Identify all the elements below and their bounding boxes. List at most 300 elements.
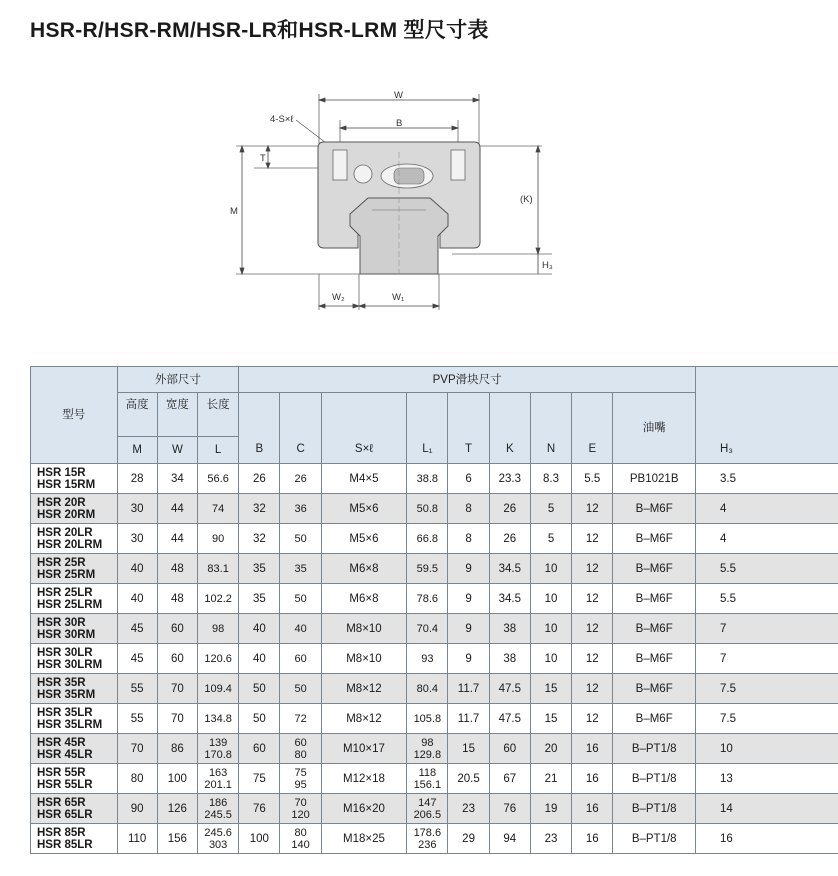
cell-line: 40 <box>294 622 307 635</box>
label-w2: W₂ <box>332 292 345 303</box>
cell-l1 <box>407 794 448 824</box>
cell-oil: B–PT1/8 <box>613 764 696 794</box>
cell-t: 9 <box>448 584 489 614</box>
header-w: W <box>157 437 197 464</box>
table-row <box>31 734 838 764</box>
cell-m: 45 <box>117 644 157 674</box>
cell-s: M8×12 <box>321 674 407 704</box>
cell-t: 15 <box>448 734 489 764</box>
cell-s: M8×10 <box>321 614 407 644</box>
cell-h3: 5.5 <box>696 584 838 614</box>
cell-e: 12 <box>572 644 613 674</box>
cell-line: 70.4 <box>416 622 439 635</box>
cell-k: 26 <box>489 524 530 554</box>
header-width: 宽度 <box>157 393 197 437</box>
header-model: 型号 <box>31 367 118 464</box>
cell-l <box>197 524 238 554</box>
cell-line: HSR 25LRM <box>37 598 103 611</box>
cell-line: 50 <box>294 532 307 545</box>
cell-w: 86 <box>157 734 197 764</box>
cell-k: 38 <box>489 614 530 644</box>
cell-m: 40 <box>117 584 157 614</box>
header-t: T <box>448 393 489 464</box>
cell-line: 163 <box>208 766 228 779</box>
cell-line: 75 <box>294 766 307 779</box>
cell-l <box>197 494 238 524</box>
cell-c <box>280 554 321 584</box>
cell-model <box>31 794 118 824</box>
header-b: B <box>239 393 280 464</box>
cell-line: 50.8 <box>416 502 439 515</box>
cell-oil: B–M6F <box>613 704 696 734</box>
cell-c <box>280 704 321 734</box>
label-t: T <box>260 153 266 164</box>
cell-b: 100 <box>239 824 280 854</box>
cell-h3: 4 <box>696 494 838 524</box>
cell-t: 9 <box>448 614 489 644</box>
cell-line: 118 <box>418 766 437 779</box>
cell-c <box>280 494 321 524</box>
cell-model <box>31 464 118 494</box>
cell-line: HSR 45R <box>37 736 86 749</box>
cell-line: HSR 15RM <box>37 478 96 491</box>
cell-line: 35 <box>294 562 307 575</box>
cell-line: HSR 15R <box>37 466 86 479</box>
cell-c <box>280 584 321 614</box>
cell-n: 20 <box>530 734 571 764</box>
cell-h3: 4 <box>696 524 838 554</box>
cell-s: M8×12 <box>321 704 407 734</box>
cell-e: 16 <box>572 734 613 764</box>
cell-n: 23 <box>530 824 571 854</box>
cell-l1 <box>407 524 448 554</box>
cell-m: 40 <box>117 554 157 584</box>
cell-t: 20.5 <box>448 764 489 794</box>
cell-model <box>31 554 118 584</box>
cell-line: 26 <box>294 472 307 485</box>
table-row <box>31 674 838 704</box>
cell-c <box>280 464 321 494</box>
cell-h3: 16 <box>696 824 838 854</box>
cell-t: 8 <box>448 494 489 524</box>
cell-line: 147 <box>418 796 437 809</box>
cell-model <box>31 584 118 614</box>
cell-oil: B–PT1/8 <box>613 734 696 764</box>
cell-s: M5×6 <box>321 524 407 554</box>
cell-n: 10 <box>530 554 571 584</box>
cell-oil: B–M6F <box>613 524 696 554</box>
cell-l1 <box>407 674 448 704</box>
cell-line: 98 <box>211 622 225 635</box>
cell-line: 72 <box>294 712 307 725</box>
cell-oil: B–M6F <box>613 614 696 644</box>
cell-b: 40 <box>239 644 280 674</box>
cell-model <box>31 524 118 554</box>
cell-b: 75 <box>239 764 280 794</box>
cell-w: 44 <box>157 494 197 524</box>
cell-n: 8.3 <box>530 464 571 494</box>
cell-b: 35 <box>239 584 280 614</box>
cell-e: 16 <box>572 824 613 854</box>
cell-s: M5×6 <box>321 494 407 524</box>
page-title: HSR-R/HSR-RM/HSR-LR和HSR-LRM 型尺寸表 <box>30 19 489 42</box>
cell-e: 16 <box>572 764 613 794</box>
cell-t: 9 <box>448 644 489 674</box>
table-row <box>31 824 838 854</box>
table-row <box>31 464 838 494</box>
cell-line: 236 <box>418 838 437 851</box>
cell-l <box>197 644 238 674</box>
cell-b: 35 <box>239 554 280 584</box>
cell-l <box>197 734 238 764</box>
cell-k: 76 <box>489 794 530 824</box>
cell-l <box>197 794 238 824</box>
cell-l1 <box>407 704 448 734</box>
cell-s: M12×18 <box>321 764 407 794</box>
block-cross-section-drawing <box>212 84 572 314</box>
cell-k: 23.3 <box>489 464 530 494</box>
header-n: N <box>530 393 571 464</box>
cell-line: HSR 55LR <box>37 778 93 791</box>
cell-oil: B–M6F <box>613 644 696 674</box>
cell-m: 55 <box>117 704 157 734</box>
dimension-table <box>30 366 838 854</box>
table-row <box>31 614 838 644</box>
cell-w: 48 <box>157 554 197 584</box>
header-height: 高度 <box>117 393 157 437</box>
cell-s: M10×17 <box>321 734 407 764</box>
cell-line: 80.4 <box>416 682 439 695</box>
cell-e: 16 <box>572 794 613 824</box>
cell-model <box>31 704 118 734</box>
cell-oil: B–PT1/8 <box>613 794 696 824</box>
cell-model <box>31 764 118 794</box>
cell-line: 36 <box>294 502 307 515</box>
cell-e: 12 <box>572 614 613 644</box>
cell-h3: 7.5 <box>696 674 838 704</box>
cell-l1 <box>407 494 448 524</box>
cell-k: 34.5 <box>489 584 530 614</box>
cell-h3: 7 <box>696 614 838 644</box>
cell-e: 12 <box>572 584 613 614</box>
cell-l1 <box>407 644 448 674</box>
cell-l1 <box>407 824 448 854</box>
cell-w: 60 <box>157 644 197 674</box>
cell-w: 60 <box>157 614 197 644</box>
table-row <box>31 704 838 734</box>
cell-line: 140 <box>291 838 310 851</box>
cell-line: 80 <box>294 748 307 761</box>
cell-m: 28 <box>117 464 157 494</box>
cell-m: 80 <box>117 764 157 794</box>
cell-c <box>280 674 321 704</box>
cell-c <box>280 524 321 554</box>
cell-line: HSR 30LRM <box>37 658 103 671</box>
cell-line: 120 <box>291 808 310 821</box>
cell-line: 98 <box>421 736 434 749</box>
cell-line: 95 <box>294 778 307 791</box>
cell-h3: 5.5 <box>696 554 838 584</box>
cell-c <box>280 644 321 674</box>
cell-k: 47.5 <box>489 704 530 734</box>
cell-l <box>197 614 238 644</box>
header-k: K <box>489 393 530 464</box>
cell-oil: B–M6F <box>613 674 696 704</box>
cell-l <box>197 764 238 794</box>
cell-t: 23 <box>448 794 489 824</box>
cell-line: 50 <box>294 682 307 695</box>
cell-m: 45 <box>117 614 157 644</box>
cell-k: 38 <box>489 644 530 674</box>
cell-line: 178.6 <box>413 826 442 839</box>
cell-line: 109.4 <box>204 682 232 695</box>
cell-n: 19 <box>530 794 571 824</box>
cell-line: 206.5 <box>413 808 442 821</box>
header-outer-dimensions: 外部尺寸 <box>117 367 239 393</box>
cell-l <box>197 464 238 494</box>
cell-line: 201.1 <box>204 778 232 791</box>
header-l: L <box>197 437 238 464</box>
cell-line: 56.6 <box>207 472 229 485</box>
cell-l <box>197 674 238 704</box>
cell-c <box>280 794 321 824</box>
header-s: S×ℓ <box>321 393 407 464</box>
cell-line: 83.1 <box>207 562 229 575</box>
label-w1: W₁ <box>392 292 405 303</box>
cell-line: HSR 25RM <box>37 568 96 581</box>
header-h3: H₃ <box>696 367 838 464</box>
cell-oil: B–PT1/8 <box>613 824 696 854</box>
header-l1: L₁ <box>407 393 448 464</box>
cell-k: 47.5 <box>489 674 530 704</box>
cell-line: 303 <box>208 838 228 851</box>
cell-m: 110 <box>117 824 157 854</box>
cell-n: 15 <box>530 674 571 704</box>
cell-line: HSR 20LRM <box>37 538 103 551</box>
cell-t: 6 <box>448 464 489 494</box>
cell-s: M16×20 <box>321 794 407 824</box>
cell-b: 50 <box>239 704 280 734</box>
cell-line: 105.8 <box>413 712 442 725</box>
header-e: E <box>572 393 613 464</box>
cell-line: 245.6 <box>204 826 232 839</box>
cell-line: 60 <box>294 652 307 665</box>
cell-line: 129.8 <box>413 748 442 761</box>
table-row <box>31 494 838 524</box>
cell-e: 12 <box>572 554 613 584</box>
cell-line: HSR 85R <box>37 826 86 839</box>
cell-h3: 7.5 <box>696 704 838 734</box>
cell-c <box>280 824 321 854</box>
cell-model <box>31 644 118 674</box>
cell-line: 60 <box>294 736 307 749</box>
cell-s: M4×5 <box>321 464 407 494</box>
cell-b: 76 <box>239 794 280 824</box>
cell-w: 126 <box>157 794 197 824</box>
cell-line: HSR 65LR <box>37 808 93 821</box>
cell-b: 60 <box>239 734 280 764</box>
cell-c <box>280 764 321 794</box>
cell-line: 93 <box>421 652 434 665</box>
cell-b: 50 <box>239 674 280 704</box>
cell-line: HSR 25LR <box>37 586 93 599</box>
cell-m: 30 <box>117 524 157 554</box>
cell-line: 102.2 <box>204 592 232 605</box>
cell-line: HSR 45LR <box>37 748 93 761</box>
cell-s: M18×25 <box>321 824 407 854</box>
cell-line: 170.8 <box>204 748 232 761</box>
cell-l1 <box>407 584 448 614</box>
cell-line: 59.5 <box>416 562 439 575</box>
cell-e: 12 <box>572 524 613 554</box>
cell-k: 34.5 <box>489 554 530 584</box>
cell-n: 5 <box>530 524 571 554</box>
table-row <box>31 764 838 794</box>
cell-c <box>280 734 321 764</box>
cell-line: HSR 30R <box>37 616 86 629</box>
cell-h3: 13 <box>696 764 838 794</box>
cell-m: 70 <box>117 734 157 764</box>
cell-m: 30 <box>117 494 157 524</box>
label-h3: H₃ <box>542 260 553 271</box>
cell-n: 10 <box>530 644 571 674</box>
cell-line: 74 <box>211 502 225 515</box>
cell-line: 70 <box>294 796 307 809</box>
cell-line: HSR 35RM <box>37 688 96 701</box>
cell-w: 70 <box>157 674 197 704</box>
table-row <box>31 524 838 554</box>
label-m: M <box>230 206 238 217</box>
cell-e: 12 <box>572 674 613 704</box>
cell-n: 15 <box>530 704 571 734</box>
cell-line: HSR 20RM <box>37 508 96 521</box>
cell-model <box>31 734 118 764</box>
cell-e: 5.5 <box>572 464 613 494</box>
cell-line: 134.8 <box>204 712 232 725</box>
cell-line: HSR 65R <box>37 796 86 809</box>
cell-line: 80 <box>294 826 307 839</box>
header-pvp-block-dimensions: PVP滑块尺寸 <box>239 367 696 393</box>
cell-k: 60 <box>489 734 530 764</box>
cell-l1 <box>407 764 448 794</box>
cell-e: 12 <box>572 704 613 734</box>
cell-line: 90 <box>211 532 225 545</box>
cell-line: HSR 20R <box>37 496 86 509</box>
cell-oil: B–M6F <box>613 554 696 584</box>
cell-line: 186 <box>208 796 228 809</box>
cell-w: 100 <box>157 764 197 794</box>
cell-line: HSR 20LR <box>37 526 93 539</box>
cell-line: 120.6 <box>204 652 232 665</box>
cell-l <box>197 554 238 584</box>
cell-k: 67 <box>489 764 530 794</box>
cell-w: 70 <box>157 704 197 734</box>
cell-l <box>197 704 238 734</box>
label-s: 4-S×ℓ <box>270 114 294 125</box>
cell-line: HSR 30RM <box>37 628 96 641</box>
cell-m: 55 <box>117 674 157 704</box>
cell-line: HSR 85LR <box>37 838 93 851</box>
cell-line: 156.1 <box>413 778 442 791</box>
cell-m: 90 <box>117 794 157 824</box>
cell-n: 10 <box>530 614 571 644</box>
cell-w: 156 <box>157 824 197 854</box>
cell-w: 34 <box>157 464 197 494</box>
label-w: W <box>394 90 403 101</box>
table-row <box>31 554 838 584</box>
cell-model <box>31 494 118 524</box>
cell-t: 11.7 <box>448 674 489 704</box>
cell-e: 12 <box>572 494 613 524</box>
cell-line: 50 <box>294 592 307 605</box>
cell-line: 139 <box>208 736 228 749</box>
header-grease-nipple: 油嘴 <box>613 393 696 464</box>
header-length: 长度 <box>197 393 238 437</box>
cell-h3: 3.5 <box>696 464 838 494</box>
cell-b: 40 <box>239 614 280 644</box>
cell-w: 44 <box>157 524 197 554</box>
cell-c <box>280 614 321 644</box>
cell-oil: B–M6F <box>613 494 696 524</box>
cell-model <box>31 674 118 704</box>
cell-model <box>31 824 118 854</box>
cell-l <box>197 584 238 614</box>
table-row <box>31 584 838 614</box>
label-b: B <box>396 118 403 129</box>
cell-s: M8×10 <box>321 644 407 674</box>
cell-oil: PB1021B <box>613 464 696 494</box>
cell-b: 26 <box>239 464 280 494</box>
cell-b: 32 <box>239 524 280 554</box>
cell-line: 245.5 <box>204 808 232 821</box>
cell-line: HSR 25R <box>37 556 86 569</box>
cell-line: HSR 35R <box>37 676 86 689</box>
cell-l <box>197 824 238 854</box>
cell-line: 78.6 <box>416 592 439 605</box>
cell-n: 10 <box>530 584 571 614</box>
cell-t: 11.7 <box>448 704 489 734</box>
table-row <box>31 794 838 824</box>
cell-line: HSR 55R <box>37 766 86 779</box>
cell-line: HSR 35LR <box>37 706 93 719</box>
cell-line: 38.8 <box>416 472 439 485</box>
cell-h3: 10 <box>696 734 838 764</box>
cell-n: 5 <box>530 494 571 524</box>
cell-n: 21 <box>530 764 571 794</box>
label-k: (K) <box>520 194 533 205</box>
cell-h3: 7 <box>696 644 838 674</box>
table-row <box>31 644 838 674</box>
cell-l1 <box>407 614 448 644</box>
header-m: M <box>117 437 157 464</box>
cell-t: 8 <box>448 524 489 554</box>
cell-line: HSR 30LR <box>37 646 93 659</box>
cell-oil: B–M6F <box>613 584 696 614</box>
cell-h3: 14 <box>696 794 838 824</box>
cell-l1 <box>407 464 448 494</box>
cell-k: 94 <box>489 824 530 854</box>
cell-t: 9 <box>448 554 489 584</box>
cell-l1 <box>407 734 448 764</box>
cell-l1 <box>407 554 448 584</box>
cell-w: 48 <box>157 584 197 614</box>
cell-line: HSR 35LRM <box>37 718 103 731</box>
cell-s: M6×8 <box>321 554 407 584</box>
cell-line: 66.8 <box>416 532 439 545</box>
cell-b: 32 <box>239 494 280 524</box>
cell-t: 29 <box>448 824 489 854</box>
cell-model <box>31 614 118 644</box>
